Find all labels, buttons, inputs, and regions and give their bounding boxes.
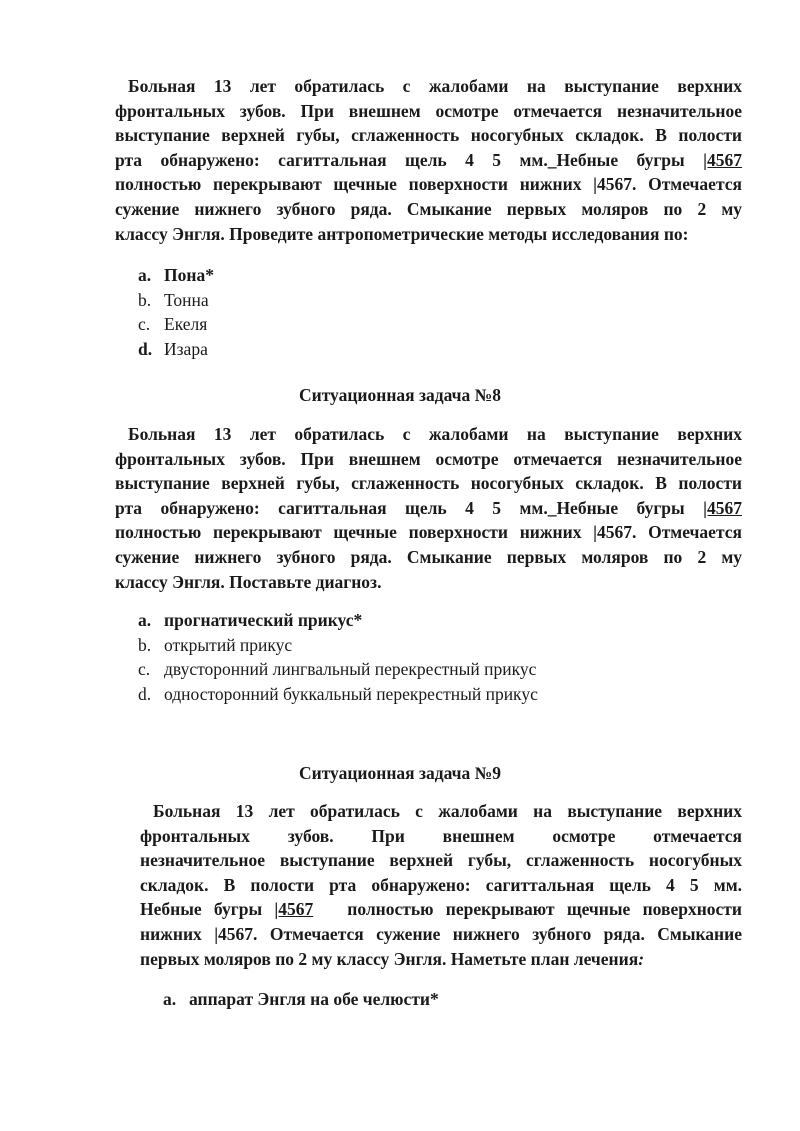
task9-line-4: складок. В полости рта обнаружено: сагиттальная щель 4 5 мм. <box>140 874 742 895</box>
task8-option-b <box>138 633 538 658</box>
task7-line-4 <box>115 148 742 173</box>
option-marker: d. <box>138 683 152 704</box>
task9-line-3: незначительное выступание верхней губы, сглаженность носогубных <box>140 850 742 871</box>
option-text: Екеля <box>164 314 208 335</box>
task8-option-c <box>138 657 538 682</box>
task9-line-5 <box>140 897 742 922</box>
task8-line-4-text: рта обнаружено: сагиттальная щель 4 5 мм._Небные бугры <box>115 497 704 518</box>
task7-line-6: сужение нижнего зубного ряда. Смыкание первых моляров по 2 му <box>115 198 742 219</box>
task8-line-6: сужение нижнего зубного ряда. Смыкание первых моляров по 2 му <box>115 546 742 567</box>
task7-line-2: фронтальных зубов. При внешнем осмотре отмечается незначительное <box>115 100 742 121</box>
task8-heading: Ситуационная задача №8 <box>298 385 502 405</box>
task8-tooth-ref: |4567 <box>703 497 742 518</box>
task7-line-3: выступание верхней губы, сглаженность носогубных складок. В полости <box>115 125 742 146</box>
task8-line-3: выступание верхней губы, сглаженность носогубных складок. В полости <box>115 473 742 494</box>
task9-line-2: фронтальных зубов. При внешнем осмотре отмечается <box>140 825 742 846</box>
task8-options <box>138 608 538 706</box>
option-text: Пона* <box>164 265 214 285</box>
task8-option-a <box>138 608 538 633</box>
option-marker: d. <box>138 338 153 359</box>
task9-line-5-rest: полностью перекрывают щечные поверхности <box>347 899 742 920</box>
task9-line-5-text: Небные бугры <box>140 899 275 920</box>
task8-option-d <box>138 682 538 707</box>
task7-line-1: Больная 13 лет обратилась с жалобами на выступание верхних <box>128 76 742 96</box>
task7-option-b <box>138 288 214 313</box>
task8-line-5: полностью перекрывают щечные поверхности нижних |4567. Отмечается <box>115 522 742 543</box>
task7-line-5: полностью перекрывают щечные поверхности нижних |4567. Отмечается <box>115 174 742 195</box>
option-marker: c. <box>138 659 151 680</box>
task8-line-1: Больная 13 лет обратилась с жалобами на выступание верхних <box>128 424 742 444</box>
task7-line-7: классу Энгля. Проведите антропометрические методы исследования по: <box>115 223 689 244</box>
task9-heading: Ситуационная задача №9 <box>298 763 502 783</box>
task7-option-c <box>138 312 214 337</box>
task7-option-a <box>138 263 214 288</box>
option-text: открытий прикус <box>164 634 293 655</box>
option-text: аппарат Энгля на обе челюсти* <box>189 989 439 1009</box>
task9-question <box>140 799 742 971</box>
option-marker: c. <box>138 314 151 335</box>
task7-line-4-text: рта обнаружено: сагиттальная щель 4 5 мм._Небные бугры <box>115 149 704 170</box>
task9-tooth-ref: |4567 <box>274 899 314 920</box>
task9-option-a <box>163 987 439 1012</box>
option-text: прогнатический прикус* <box>164 610 363 630</box>
task9-line-1: Больная 13 лет обратилась с жалобами на выступание верхних <box>153 801 742 821</box>
option-marker: a. <box>138 610 152 630</box>
task7-options <box>138 263 214 361</box>
option-marker: a. <box>138 265 152 285</box>
task7-question <box>115 74 742 246</box>
task8-line-4 <box>115 496 742 521</box>
task7-tooth-ref: |4567 <box>703 149 742 170</box>
option-text: Изара <box>164 338 208 359</box>
task8-line-2: фронтальных зубов. При внешнем осмотре отмечается незначительное <box>115 448 742 469</box>
option-text: Тонна <box>164 289 209 310</box>
task9-line-7-colon: : <box>638 948 645 969</box>
task9-line-7 <box>140 947 742 972</box>
option-text: односторонний буккальный перекрестный прикус <box>164 683 538 704</box>
task8-question <box>115 422 742 594</box>
task7-option-d <box>138 337 214 362</box>
task8-line-7: классу Энгля. Поставьте диагноз. <box>115 571 382 592</box>
option-marker: b. <box>138 634 152 655</box>
task9-line-6: нижних |4567. Отмечается сужение нижнего зубного ряда. Смыкание <box>140 923 742 944</box>
option-marker: b. <box>138 289 152 310</box>
task9-options <box>163 987 439 1012</box>
option-marker: a. <box>163 989 177 1009</box>
task9-line-7-text: первых моляров по 2 му классу Энгля. Наметьте план лечения <box>140 948 639 969</box>
option-text: двусторонний лингвальный перекрестный прикус <box>164 659 537 680</box>
